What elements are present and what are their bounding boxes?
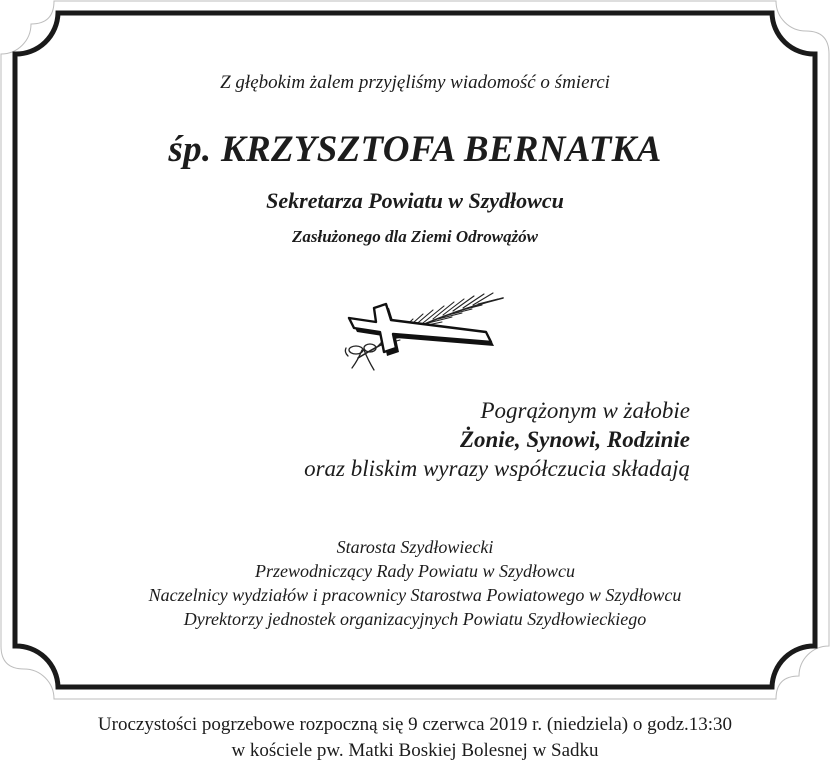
cross-with-palm-icon: [338, 290, 508, 380]
signatory-2: Przewodniczący Rady Powiatu w Szydłowcu: [255, 561, 575, 581]
signatory-1: Starosta Szydłowiecki: [336, 537, 494, 557]
deceased-honor: Zasłużonego dla Ziemi Odrowążów: [291, 227, 539, 246]
funeral-info-line-1: Uroczystości pogrzebowe rozpoczną się 9 czerwca 2019 r. (niedziela) o godz.13:30: [97, 714, 733, 735]
condolence-line-3: oraz bliskim wyrazy współczucia składają: [304, 456, 690, 481]
condolence-line-1: Pogrążonym w żałobie: [480, 398, 690, 423]
funeral-info-line-2: w kościele pw. Matki Boskiej Bolesnej w Sadku: [231, 740, 599, 761]
signatory-4: Dyrektorzy jednostek organizacyjnych Powiatu Szydłowieckiego: [183, 609, 647, 629]
condolence-recipients: Żonie, Synowi, Rodzinie: [459, 427, 690, 452]
intro-text: Z głębokim żalem przyjęliśmy wiadomość o śmierci: [220, 72, 610, 93]
signatory-3: Naczelnicy wydziałów i pracownicy Starostwa Powiatowego w Szydłowcu: [148, 585, 682, 605]
deceased-role: Sekretarza Powiatu w Szydłowcu: [266, 188, 564, 213]
deceased-name: śp. KRZYSZTOFA BERNATKA: [168, 129, 662, 170]
